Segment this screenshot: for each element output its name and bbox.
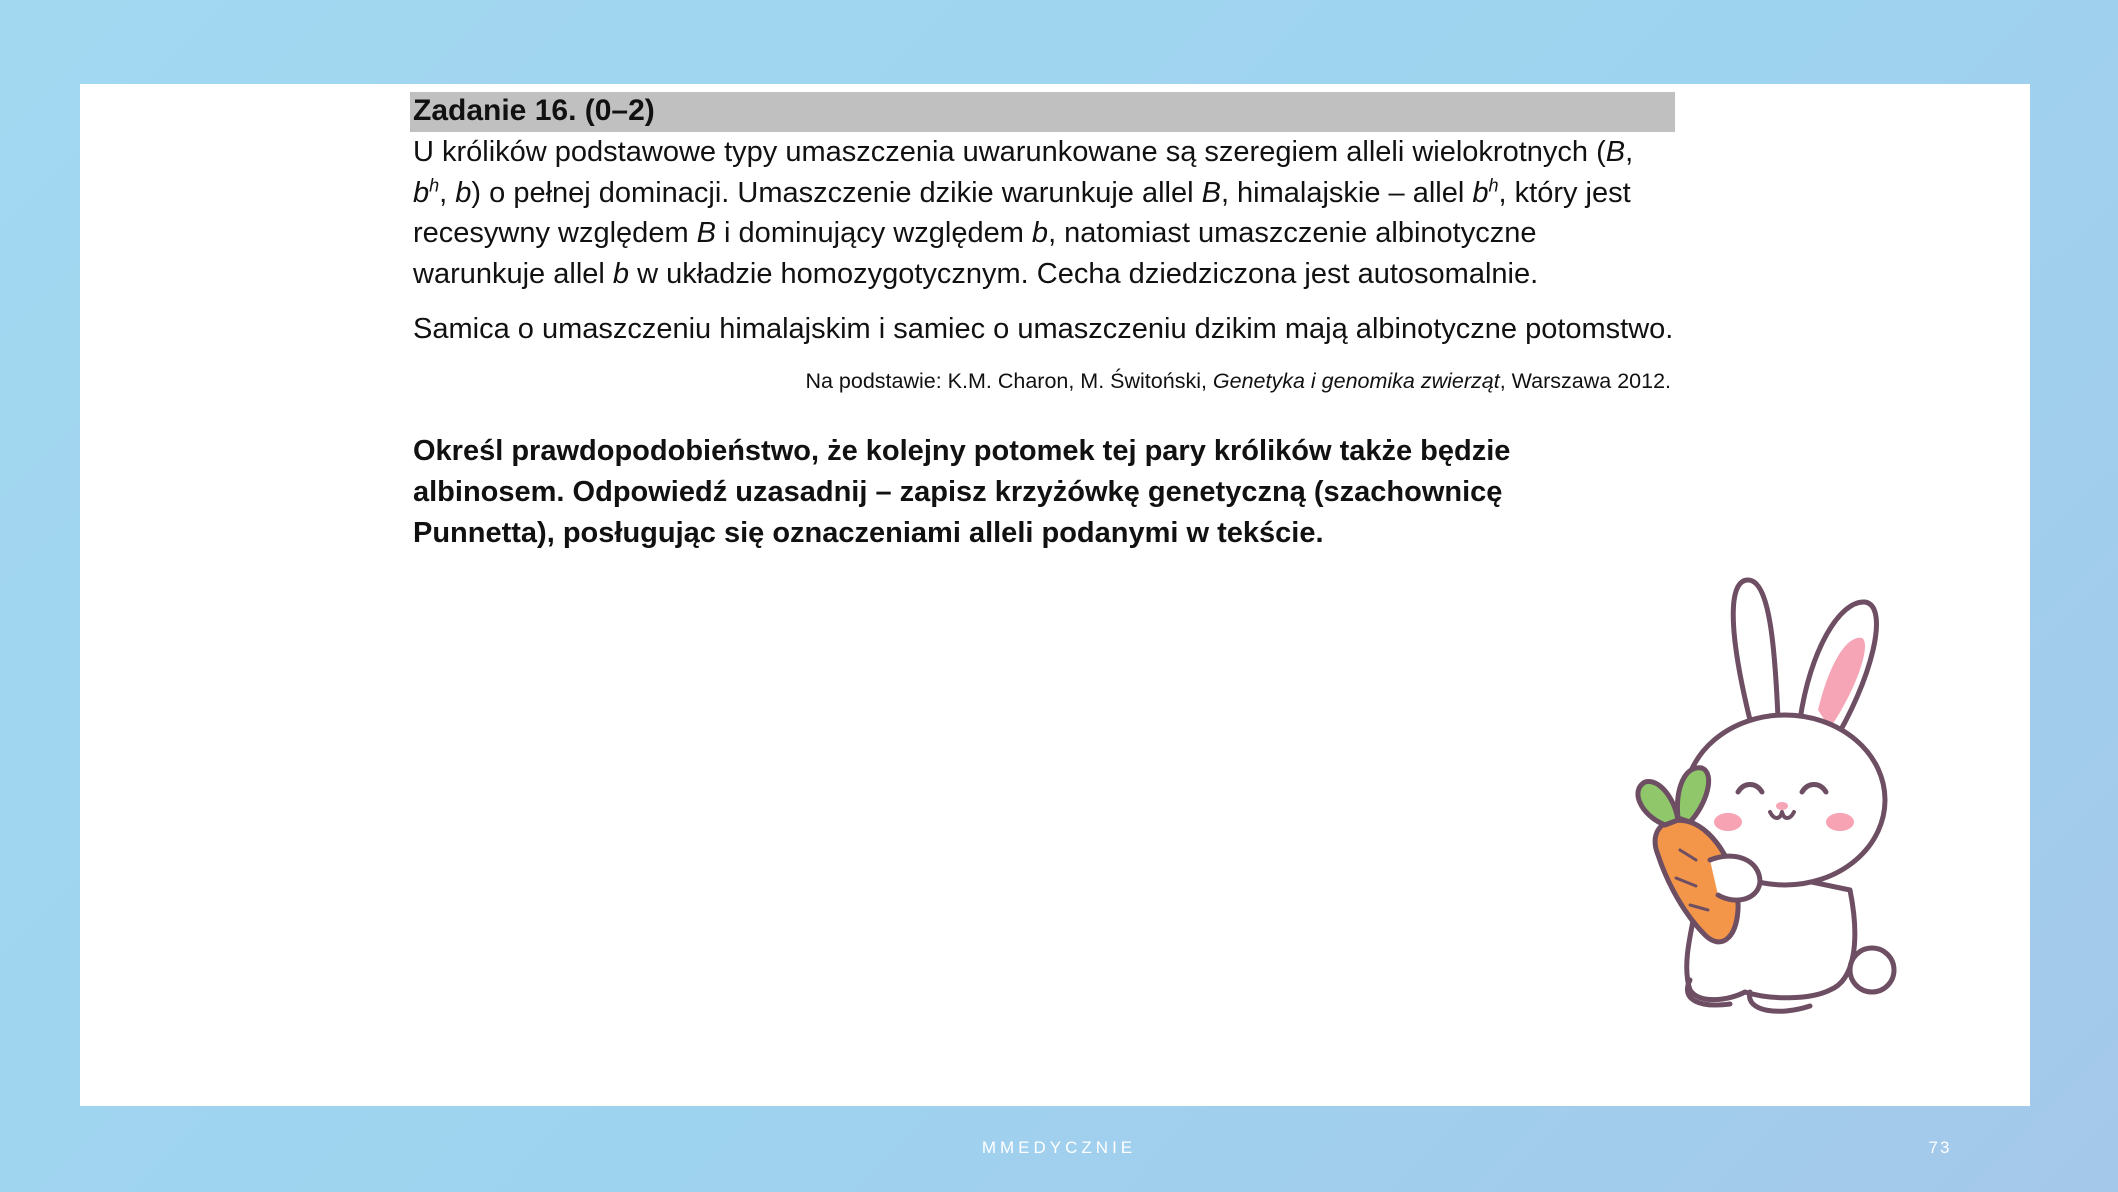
- task-title: Zadanie 16. (0–2): [410, 92, 1675, 132]
- task-description: U królików podstawowe typy umaszczenia uwarunkowane są szeregiem alleli wielokrotnych (B, $b^h$, b) o pełnej dominacji. Umaszczenie dzikie warunkuje allel B, himalajskie – allel $b^h$, który jest recesywny względem B i dominujący względem b, natomiast umaszczenie albinotyczne warunkuje allel b w układzie homozygotycznym. Cecha dziedziczona jest autosomalnie.: [413, 136, 1634, 290]
- footer-brand: MMEDYCZNIE: [981, 1138, 1137, 1157]
- source-citation: Na podstawie: K.M. Charon, M. Świtoński, Genetyka i genomika zwierząt, Warszawa 2012.: [805, 368, 1671, 393]
- task-question: Określ prawdopodobieństwo, że kolejny potomek tej pary królików także będzie albinosem. Odpowiedź uzasadnij – zapisz krzyżówkę genetyczną (szachownicę Punnetta), posługując się oznaczeniami alleli podanymi w tekście.: [413, 434, 1511, 549]
- page-number: 73: [1928, 1138, 1952, 1157]
- task-content: [410, 92, 1675, 554]
- bunny-with-carrot-icon: [1610, 560, 1970, 1030]
- task-context: Samica o umaszczeniu himalajskim i samiec o umaszczeniu dzikim mają albinotyczne potomstwo.: [413, 313, 1674, 345]
